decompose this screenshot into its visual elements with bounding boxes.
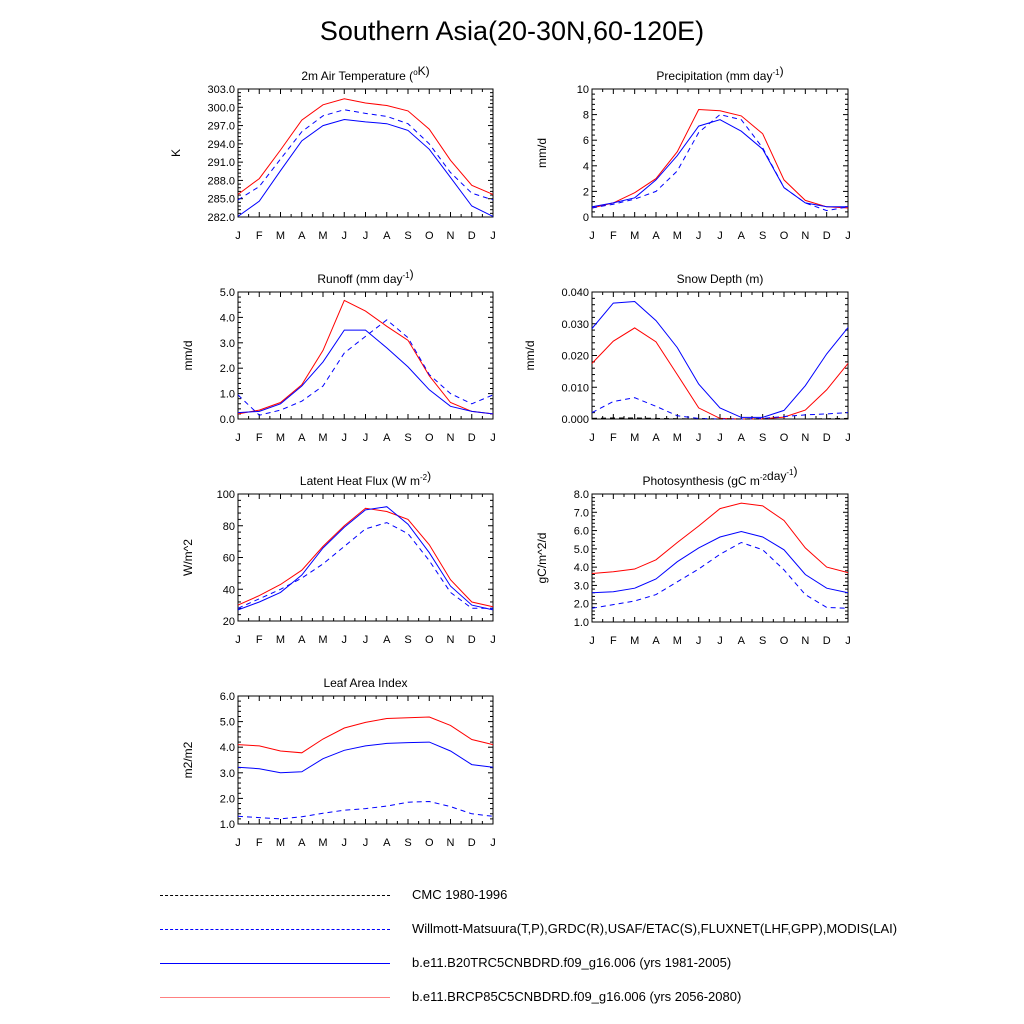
x-tick-label: M	[672, 230, 682, 242]
y-tick-label: 6.0	[573, 525, 589, 538]
x-tick-label: N	[446, 634, 455, 646]
x-tick-label: D	[822, 432, 831, 444]
chart-title-sup: -2	[419, 473, 428, 482]
y-tick-label: 2.0	[219, 793, 235, 806]
x-tick-label: O	[779, 432, 789, 444]
series-line-1	[238, 742, 493, 773]
x-tick-label: J	[235, 432, 241, 444]
series-line-0	[238, 300, 493, 414]
x-tick-label: M	[672, 635, 682, 647]
y-tick-label: 8.0	[573, 489, 589, 501]
chart-title-after: )	[779, 64, 784, 78]
chart-title	[301, 64, 429, 83]
chart-panel-6	[181, 676, 496, 849]
x-tick-label: A	[298, 837, 306, 849]
x-tick-label: A	[383, 837, 391, 849]
x-tick-label: S	[404, 837, 412, 849]
legend-line-rcp85	[160, 997, 390, 998]
series-line-1	[238, 523, 493, 609]
chart-title	[677, 272, 764, 286]
y-tick-label: 285.0	[207, 193, 235, 206]
chart-title-sup: -1	[402, 271, 410, 280]
y-tick-label: 0.020	[561, 350, 589, 363]
x-tick-label: A	[298, 432, 306, 444]
x-tick-label: D	[822, 635, 831, 647]
x-tick-label: N	[446, 432, 455, 444]
series-line-2	[592, 120, 848, 207]
x-tick-label: J	[341, 837, 347, 849]
x-tick-label: J	[695, 635, 702, 647]
x-tick-label: J	[235, 837, 241, 849]
plot-frame	[238, 494, 493, 621]
y-tick-label: 282.0	[207, 212, 235, 224]
x-tick-label: J	[235, 230, 241, 242]
x-tick-label: D	[467, 230, 476, 242]
legend-line-historical	[160, 963, 390, 964]
y-axis-label: mm/d	[523, 340, 537, 371]
chart-title	[317, 267, 413, 286]
x-tick-label: A	[298, 634, 306, 646]
x-tick-label: A	[652, 230, 660, 242]
y-tick-label: 4.0	[219, 742, 235, 755]
x-tick-label: A	[298, 230, 306, 242]
x-tick-label: J	[717, 230, 723, 242]
x-tick-label: J	[362, 230, 369, 242]
x-tick-label: J	[362, 634, 369, 646]
x-tick-label: F	[609, 230, 617, 242]
x-tick-label: F	[609, 635, 617, 647]
chart-panel-3	[523, 272, 851, 444]
y-tick-label: 1.0	[219, 819, 235, 831]
y-tick-label: 0.0	[219, 414, 235, 426]
x-tick-label: J	[845, 635, 851, 647]
x-tick-label: S	[758, 635, 767, 647]
series-line-2	[238, 507, 493, 610]
x-tick-label: J	[589, 635, 595, 647]
series-line-1	[238, 320, 493, 415]
y-tick-label: 3.0	[219, 767, 235, 780]
legend-line-obs	[160, 929, 390, 930]
chart-title-sup: o	[413, 68, 418, 77]
legend-line-cmc	[160, 895, 390, 896]
y-tick-label: 0.010	[561, 382, 589, 395]
x-tick-label: J	[589, 432, 595, 444]
y-tick-label: 297.0	[207, 120, 235, 133]
y-tick-label: 8	[582, 109, 589, 122]
x-tick-label: N	[801, 230, 810, 242]
x-tick-label: J	[235, 634, 241, 646]
x-tick-label: O	[424, 837, 434, 849]
x-tick-label: A	[737, 635, 746, 647]
x-tick-label: D	[467, 837, 476, 849]
chart-title-after: )	[409, 267, 414, 281]
chart-title-text: Snow Depth (m)	[676, 272, 764, 286]
chart-title-text: Precipitation (mm day	[656, 69, 773, 83]
y-axis-label: m2/m2	[181, 741, 195, 779]
x-tick-label: D	[467, 634, 476, 646]
x-tick-label: O	[779, 230, 789, 242]
x-tick-label: M	[318, 837, 328, 849]
x-tick-label: M	[672, 432, 682, 444]
page-title: Southern Asia(20-30N,60-120E)	[319, 16, 705, 46]
legend-label-historical: b.e11.B20TRC5CNBDRD.f09_g16.006 (yrs 1981-2005)	[412, 955, 732, 970]
y-tick-label: 3.0	[219, 337, 235, 350]
x-tick-label: M	[630, 635, 640, 647]
x-tick-label: S	[404, 634, 412, 646]
x-tick-label: S	[404, 230, 412, 242]
y-tick-label: 0.000	[561, 414, 589, 426]
x-tick-label: J	[695, 432, 702, 444]
series-line-0	[592, 328, 848, 419]
legend-label-obs: Willmott-Matsuura(T,P),GRDC(R),USAF/ETAC(S),FLUXNET(LHF,GPP),MODIS(LAI)	[412, 921, 898, 936]
x-tick-label: J	[490, 432, 496, 444]
x-tick-label: N	[801, 432, 810, 444]
chart-title-after2: )	[793, 464, 798, 478]
x-tick-label: S	[758, 230, 767, 242]
x-tick-label: O	[424, 634, 434, 646]
plot-frame	[238, 89, 493, 217]
chart-title	[643, 464, 798, 488]
y-tick-label: 1.0	[573, 617, 589, 629]
y-tick-label: 4.0	[219, 312, 235, 325]
x-tick-label: M	[318, 230, 328, 242]
y-tick-label: 100	[216, 489, 235, 501]
x-tick-label: M	[275, 837, 286, 849]
x-tick-label: J	[490, 837, 496, 849]
y-tick-label: 0	[582, 212, 589, 224]
chart-title-after: )	[427, 469, 432, 483]
plot-frame	[238, 696, 493, 824]
y-tick-label: 40	[222, 584, 235, 597]
chart-title-after: K)	[417, 64, 430, 78]
y-axis-label: gC/m^2/d	[535, 532, 549, 584]
x-tick-label: F	[255, 432, 263, 444]
y-tick-label: 5.0	[219, 716, 235, 729]
x-tick-label: A	[737, 432, 746, 444]
y-tick-label: 294.0	[207, 138, 235, 151]
y-tick-label: 10	[576, 84, 589, 96]
series-line-1	[592, 115, 848, 211]
chart-panel-5	[535, 464, 851, 647]
x-tick-label: J	[341, 634, 347, 646]
x-tick-label: J	[695, 230, 702, 242]
x-tick-label: M	[318, 432, 328, 444]
series-line-1	[238, 110, 493, 200]
x-tick-label: D	[822, 230, 831, 242]
chart-title-text: Latent Heat Flux (W m	[299, 474, 420, 488]
y-tick-label: 5.0	[573, 543, 589, 556]
x-tick-label: M	[630, 432, 640, 444]
x-tick-label: F	[255, 634, 263, 646]
x-tick-label: J	[362, 837, 369, 849]
series-line-0	[592, 110, 848, 209]
legend-label-cmc: CMC 1980-1996	[412, 887, 508, 902]
y-tick-label: 20	[222, 616, 235, 628]
y-tick-label: 2.0	[219, 363, 235, 376]
x-tick-label: M	[275, 634, 286, 646]
y-tick-label: 60	[222, 552, 235, 565]
chart-title-after: day	[767, 469, 787, 483]
series-line-0	[238, 717, 493, 753]
chart-panel-4	[181, 469, 496, 646]
plot-frame	[592, 89, 848, 217]
x-tick-label: D	[467, 432, 476, 444]
x-tick-label: J	[341, 432, 347, 444]
x-tick-label: F	[255, 230, 263, 242]
chart-title-text: Runoff (mm day	[317, 272, 403, 286]
x-tick-label: J	[845, 432, 851, 444]
y-axis-label: mm/d	[535, 138, 549, 168]
y-tick-label: 4	[582, 160, 589, 173]
y-tick-label: 0.030	[561, 318, 589, 331]
x-tick-label: J	[717, 635, 723, 647]
x-tick-label: S	[404, 432, 412, 444]
x-tick-label: O	[424, 230, 434, 242]
x-tick-label: F	[609, 432, 617, 444]
x-tick-label: A	[652, 432, 660, 444]
chart-title-sup: -2	[759, 473, 768, 482]
y-tick-label: 5.0	[219, 287, 235, 299]
x-tick-label: N	[801, 635, 810, 647]
y-tick-label: 7.0	[573, 507, 589, 520]
x-tick-label: M	[275, 432, 286, 444]
chart-title-text: 2m Air Temperature (	[301, 69, 414, 83]
x-tick-label: J	[589, 230, 595, 242]
y-tick-label: 3.0	[573, 580, 589, 593]
chart-title	[323, 676, 407, 690]
plot-frame	[592, 292, 848, 419]
y-tick-label: 300.0	[207, 102, 235, 115]
x-tick-label: J	[717, 432, 723, 444]
x-tick-label: A	[383, 432, 391, 444]
y-tick-label: 2.0	[573, 598, 589, 611]
x-tick-label: O	[779, 635, 789, 647]
x-tick-label: J	[845, 230, 851, 242]
y-tick-label: 80	[222, 520, 235, 533]
y-tick-label: 303.0	[207, 84, 235, 96]
chart-title-sup2: -1	[786, 468, 794, 477]
x-tick-label: F	[255, 837, 263, 849]
chart-title-text: Photosynthesis (gC m	[642, 474, 760, 488]
x-tick-label: A	[737, 230, 746, 242]
x-tick-label: A	[383, 634, 391, 646]
chart-title	[300, 469, 431, 488]
y-tick-label: 291.0	[207, 157, 235, 170]
x-tick-label: J	[490, 230, 496, 242]
chart-title	[656, 64, 783, 83]
y-tick-label: 4.0	[573, 562, 589, 575]
y-tick-label: 6.0	[219, 691, 235, 703]
x-tick-label: A	[383, 230, 391, 242]
x-tick-label: S	[758, 432, 767, 444]
x-tick-label: N	[446, 230, 455, 242]
x-tick-label: J	[341, 230, 347, 242]
y-axis-label: K	[169, 148, 183, 158]
series-line-0	[238, 508, 493, 606]
x-tick-label: M	[318, 634, 328, 646]
y-tick-label: 2	[582, 186, 589, 199]
legend-label-rcp85: b.e11.BRCP85C5CNBDRD.f09_g16.006 (yrs 2056-2080)	[412, 989, 742, 1004]
plot-frame	[592, 494, 848, 622]
x-tick-label: N	[446, 837, 455, 849]
y-tick-label: 1.0	[219, 388, 235, 401]
chart-panel-1	[535, 64, 851, 242]
series-line-2	[238, 802, 493, 819]
x-tick-label: A	[652, 635, 660, 647]
chart-panel-0	[169, 64, 496, 242]
y-tick-label: 288.0	[207, 175, 235, 188]
y-tick-label: 6	[582, 135, 589, 148]
x-tick-label: M	[630, 230, 640, 242]
series-line-2	[238, 330, 493, 414]
series-line-1	[592, 532, 848, 593]
series-line-0	[592, 503, 848, 573]
y-axis-label: W/m^2	[181, 539, 195, 576]
x-tick-label: O	[424, 432, 434, 444]
chart-title-text: Leaf Area Index	[323, 676, 408, 690]
series-line-3	[592, 302, 848, 418]
chart-title-sup: -1	[772, 68, 780, 77]
chart-panel-2	[181, 267, 496, 444]
y-tick-label: 0.040	[561, 287, 589, 299]
y-axis-label: mm/d	[181, 340, 195, 371]
x-tick-label: J	[362, 432, 369, 444]
series-line-2	[238, 120, 493, 217]
x-tick-label: M	[275, 230, 286, 242]
x-tick-label: J	[490, 634, 496, 646]
